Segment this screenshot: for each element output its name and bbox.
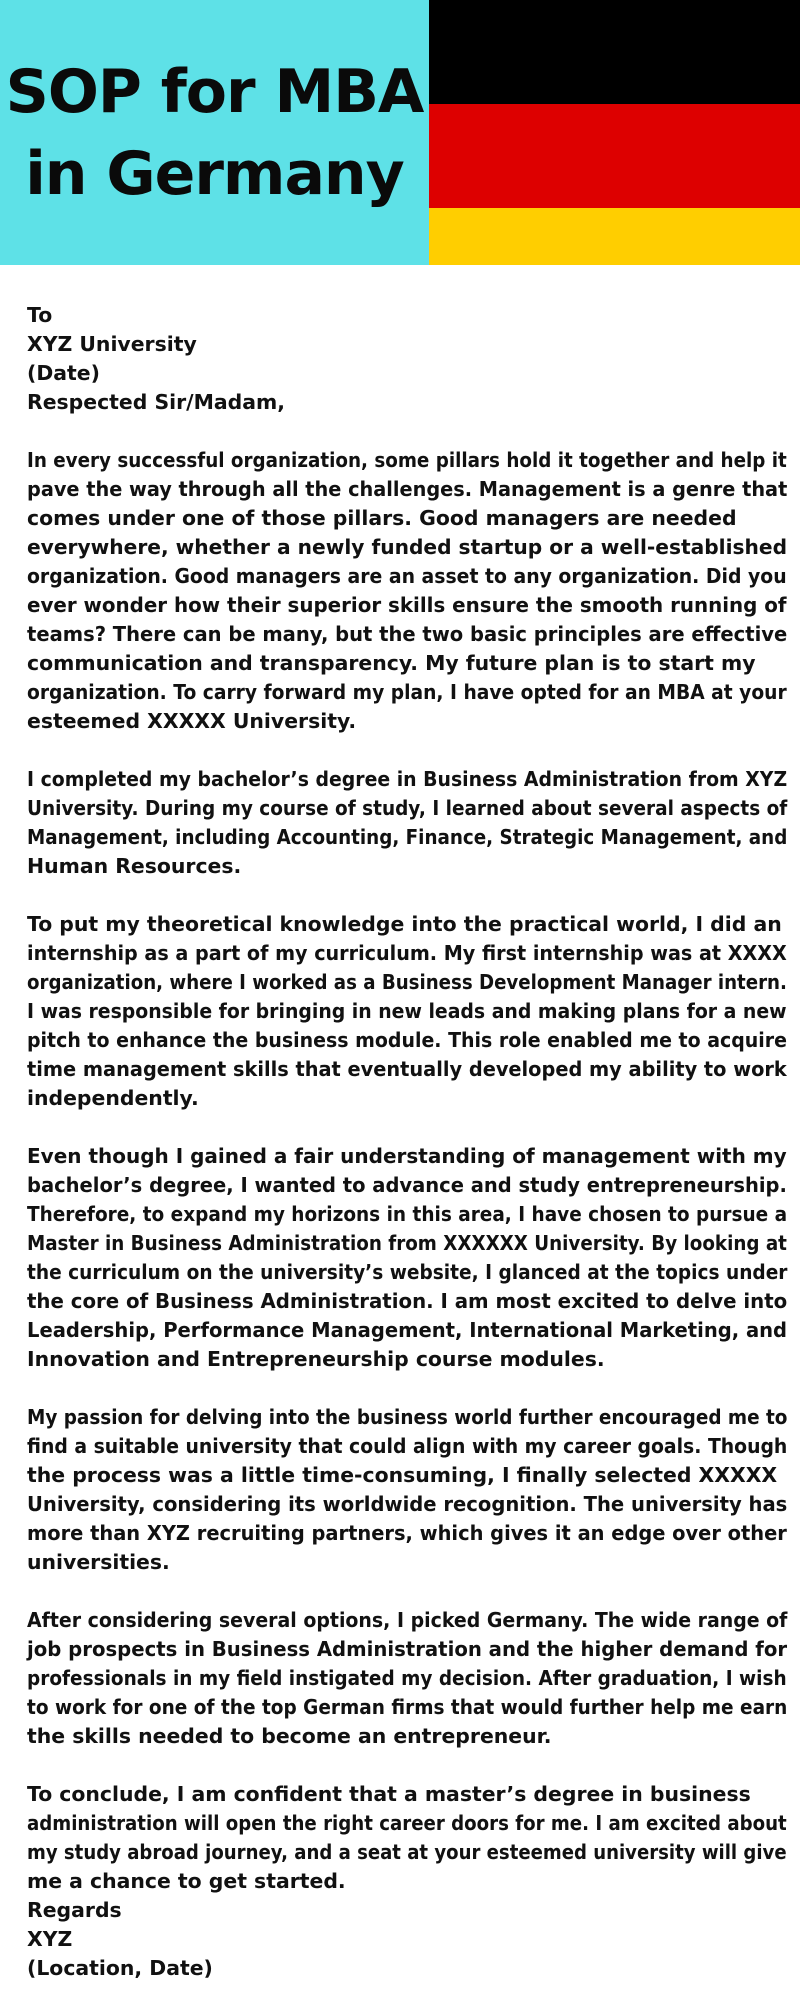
letter-date: (Date): [27, 361, 100, 385]
paragraph-line: the process was a little time-consuming, I finally selected XXXXX: [27, 1463, 778, 1487]
paragraph-line: organization, where I worked as a Business Development Manager intern.: [27, 970, 787, 994]
paragraph-line: to work for one of the top German firms that would further help me earn: [27, 1695, 788, 1719]
paragraph-line: To conclude, I am confident that a master’s degree in business: [27, 1782, 751, 1806]
paragraph-line: ever wonder how their superior skills ensure the smooth running of: [27, 593, 787, 617]
page-title-line-1: SOP for MBA: [5, 56, 424, 127]
paragraph-line: organization. To carry forward my plan, I have opted for an MBA at your: [27, 680, 787, 704]
paragraph-line: To put my theoretical knowledge into the practical world, I did an: [27, 912, 782, 936]
paragraph-gap: [27, 417, 787, 446]
flag-stripe-red: [429, 104, 800, 208]
paragraph-line: universities.: [27, 1550, 170, 1574]
letter-closing: [27, 1896, 787, 1983]
paragraph-line: internship as a part of my curriculum. My first internship was at XXXX: [27, 941, 787, 965]
paragraph-line: I completed my bachelor’s degree in Business Administration from XYZ: [27, 767, 788, 791]
to-label: To: [27, 303, 53, 327]
paragraph-line: independently.: [27, 1086, 199, 1110]
title-block: [0, 0, 429, 265]
body-paragraph-6: [27, 1606, 787, 1751]
header-banner: [0, 0, 800, 265]
paragraph-line: Leadership, Performance Management, International Marketing, and: [27, 1318, 788, 1342]
paragraph-line: time management skills that eventually developed my ability to work: [27, 1057, 787, 1081]
body-paragraph-2: [27, 765, 787, 881]
paragraph-line: In every successful organization, some pillars hold it together and help it: [27, 448, 787, 472]
germany-flag-icon: [429, 0, 800, 265]
body-paragraph-1: [27, 446, 787, 736]
body-paragraph-7: [27, 1780, 787, 1896]
paragraph-gap: [27, 1751, 787, 1780]
paragraph-line: Even though I gained a fair understanding of management with my: [27, 1144, 787, 1168]
paragraph-line: Management, including Accounting, Finance, Strategic Management, and: [27, 825, 788, 849]
greeting: Respected Sir/Madam,: [27, 390, 286, 414]
body-paragraph-5: [27, 1403, 787, 1577]
signature-name: XYZ: [27, 1927, 73, 1951]
paragraph-gap: [27, 1113, 787, 1142]
paragraph-line: the curriculum on the university’s website, I glanced at the topics under: [27, 1260, 788, 1284]
paragraph-line: comes under one of those pillars. Good managers are needed: [27, 506, 737, 530]
paragraph-line: organization. Good managers are an asset to any organization. Did you: [27, 564, 787, 588]
paragraph-line: the skills needed to become an entrepreneur.: [27, 1724, 552, 1748]
paragraph-line: Therefore, to expand my horizons in this area, I have chosen to pursue a: [27, 1202, 788, 1226]
paragraph-line: bachelor’s degree, I wanted to advance and study entrepreneurship.: [27, 1173, 787, 1197]
body-paragraph-3: [27, 910, 787, 1113]
body-paragraph-4: [27, 1142, 787, 1374]
paragraph-line: University. During my course of study, I learned about several aspects of: [27, 796, 788, 820]
paragraph-line: After considering several options, I picked Germany. The wide range of: [27, 1608, 788, 1632]
paragraph-gap: [27, 1577, 787, 1606]
paragraph-line: professionals in my field instigated my decision. After graduation, I wish: [27, 1666, 787, 1690]
paragraph-line: Human Resources.: [27, 854, 242, 878]
paragraph-gap: [27, 736, 787, 765]
paragraph-line: pave the way through all the challenges. Management is a genre that: [27, 477, 788, 501]
flag-stripe-black: [429, 0, 800, 104]
paragraph-line: the core of Business Administration. I am most excited to delve into: [27, 1289, 788, 1313]
paragraph-gap: [27, 881, 787, 910]
page-title-line-2: in Germany: [25, 138, 404, 209]
paragraph-gap: [27, 1374, 787, 1403]
paragraph-line: me a chance to get started.: [27, 1869, 346, 1893]
paragraph-line: more than XYZ recruiting partners, which gives it an edge over other: [27, 1521, 787, 1545]
paragraph-line: Master in Business Administration from XXXXXX University. By looking at: [27, 1231, 787, 1255]
paragraph-line: communication and transparency. My future plan is to start my: [27, 651, 756, 675]
paragraph-line: I was responsible for bringing in new leads and making plans for a new: [27, 999, 787, 1023]
sop-letter: [27, 301, 787, 1983]
flag-stripe-gold: [429, 208, 800, 265]
regards: Regards: [27, 1898, 122, 1922]
recipient-university: XYZ University: [27, 332, 197, 356]
paragraph-line: my study abroad journey, and a seat at your esteemed university will give: [27, 1840, 787, 1864]
paragraph-line: everywhere, whether a newly funded startup or a well-established: [27, 535, 788, 559]
location-date: (Location, Date): [27, 1956, 213, 1980]
paragraph-line: job prospects in Business Administration and the higher demand for: [27, 1637, 788, 1661]
paragraph-line: Innovation and Entrepreneurship course modules.: [27, 1347, 605, 1371]
letter-body: [27, 417, 787, 1896]
paragraph-line: teams? There can be many, but the two basic principles are effective: [27, 622, 788, 646]
paragraph-line: pitch to enhance the business module. This role enabled me to acquire: [27, 1028, 787, 1052]
paragraph-line: My passion for delving into the business world further encouraged me to: [27, 1405, 788, 1429]
paragraph-line: University, considering its worldwide recognition. The university has: [27, 1492, 788, 1516]
paragraph-line: esteemed XXXXX University.: [27, 709, 357, 733]
paragraph-line: find a suitable university that could align with my career goals. Though: [27, 1434, 788, 1458]
letter-salutation: [27, 301, 787, 417]
paragraph-line: administration will open the right career doors for me. I am excited about: [27, 1811, 787, 1835]
